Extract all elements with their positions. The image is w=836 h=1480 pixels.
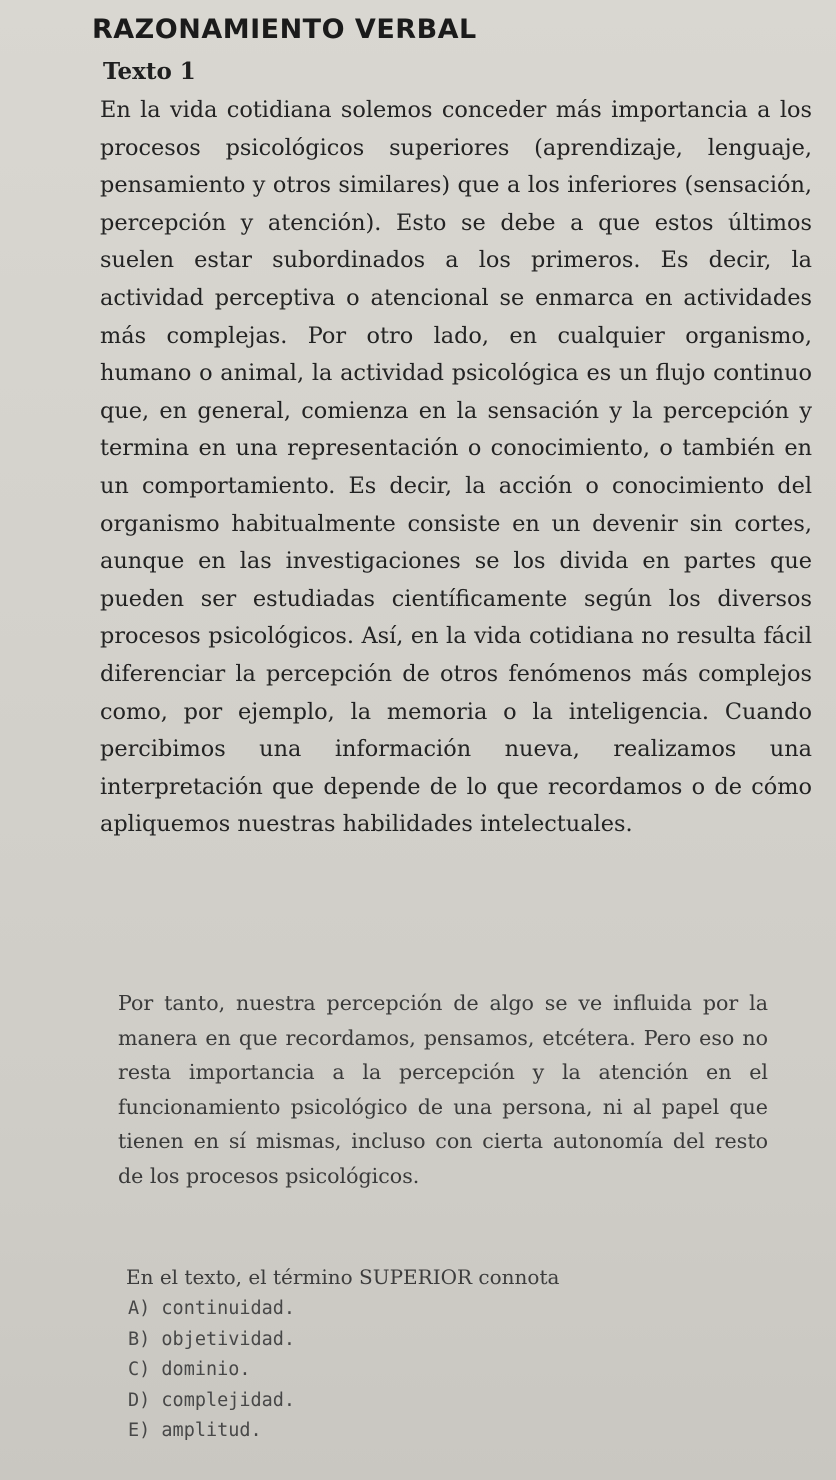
option-d[interactable]: D) complejidad. [128, 1389, 296, 1411]
paragraph-2: Por tanto, nuestra percepción de algo se ve influida por la manera en que recordamos, pensamos, etcétera. Pero eso no resta importancia a la percepción y la atención en el funcionamiento psicológico de una persona, ni al papel que tienen en sí mismas, incluso con cierta autonomía del resto de los procesos psicológicos. [118, 991, 768, 1188]
option-e[interactable]: E) amplitud. [128, 1420, 262, 1442]
text-title: Texto 1 [103, 58, 196, 85]
answer-options [128, 1294, 686, 1447]
option-a[interactable]: A) continuidad. [128, 1298, 296, 1319]
option-b[interactable]: B) objetividad. [128, 1328, 296, 1350]
question-prompt: En el texto, el término SUPERIOR connota [126, 1265, 560, 1289]
section-title: RAZONAMIENTO VERBAL [92, 14, 477, 45]
paragraph-1: En la vida cotidiana solemos conceder más importancia a los procesos psicológicos superiores (aprendizaje, lenguaje, pensamiento y otros similares) que a los inferiores (sensación, percepción y atención). Esto se debe a que estos últimos suelen estar subordinados a los primeros. Es decir, la actividad perceptiva o atencional se enmarca en actividades más complejas. Por otro lado, en cualquier organismo, humano o animal, la actividad psicológica es un flujo continuo que, en general, comienza en la sensación y la percepción y termina en una representación o conocimiento, o también en un comportamiento. Es decir, la acción o conocimiento del organismo habitualmente consiste en un devenir sin cortes, aunque en las investigaciones se los divida en partes que pueden ser estudiadas científicamente según los diversos procesos psicológicos. Así, en la vida cotidiana no resulta fácil diferenciar la percepción de otros fenómenos más complejos como, por ejemplo, la memoria o la inteligencia. Cuando percibimos una información nueva, realizamos una interpretación que depende de lo que recordamos o de cómo apliquemos nuestras habilidades intelectuales. [100, 97, 812, 838]
option-c[interactable]: C) dominio. [128, 1359, 251, 1381]
question-block [126, 1262, 686, 1447]
